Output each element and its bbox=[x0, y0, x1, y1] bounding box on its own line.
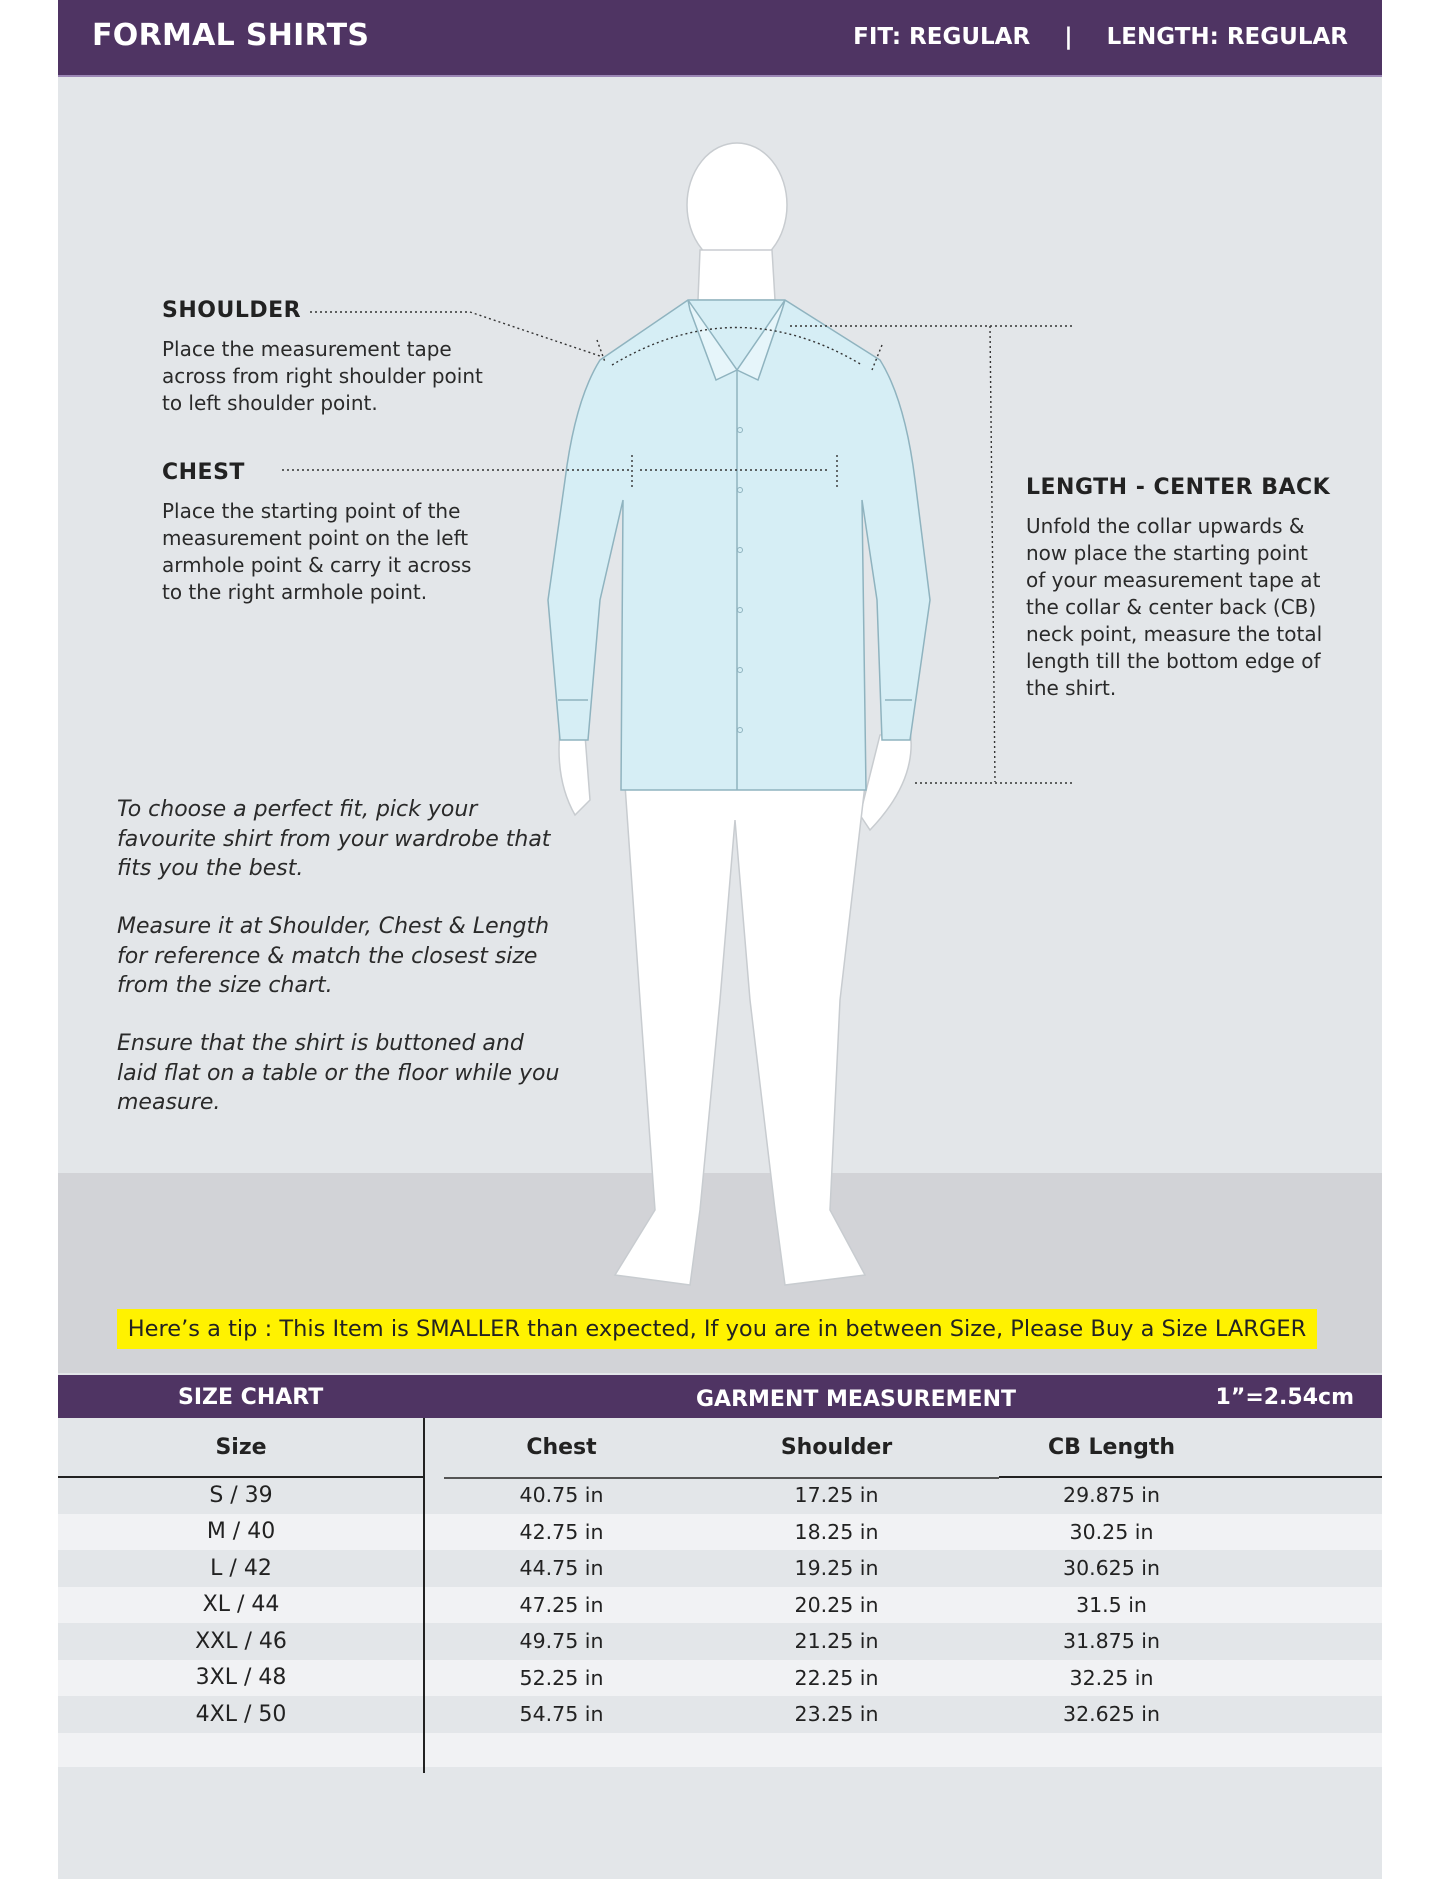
size-cell: 4XL / 50 bbox=[195, 1701, 287, 1727]
text-line: neck point, measure the total bbox=[1026, 622, 1323, 646]
text-line: the shirt. bbox=[1026, 676, 1117, 700]
shoulder-cell: 22.25 in bbox=[794, 1665, 879, 1690]
column-header: CB Length bbox=[1047, 1435, 1176, 1460]
text-line: now place the starting point bbox=[1026, 541, 1308, 565]
tip-banner: Here’s a tip : This Item is SMALLER than expected, If you are in between Size, Please Buy a Size LARGER bbox=[117, 1309, 1317, 1349]
chest-cell: 54.75 in bbox=[519, 1702, 604, 1727]
length-label: LENGTH - CENTER BACK bbox=[1026, 475, 1331, 500]
size-cell: XXL / 46 bbox=[195, 1628, 287, 1654]
shoulder-description bbox=[162, 336, 483, 417]
header-divider bbox=[999, 1476, 1382, 1478]
text-line: To choose a perfect fit, pick your bbox=[117, 797, 478, 822]
cb-length-cell: 32.25 in bbox=[1069, 1665, 1154, 1690]
header-divider bbox=[58, 1476, 424, 1478]
length-label: LENGTH: REGULAR bbox=[1106, 24, 1348, 50]
text-line: laid flat on a table or the floor while you bbox=[117, 1060, 560, 1086]
size-cell: L / 42 bbox=[210, 1555, 272, 1581]
size-chart-title: SIZE CHART bbox=[178, 1385, 324, 1410]
chest-description bbox=[162, 498, 471, 606]
text-line: length till the bottom edge of bbox=[1026, 649, 1321, 673]
size-table bbox=[58, 1418, 1382, 1767]
cb-length-cell: 31.875 in bbox=[1063, 1629, 1160, 1654]
text-line: measure. bbox=[117, 1090, 221, 1115]
table-row bbox=[58, 1587, 1382, 1624]
cb-length-cell: 30.625 in bbox=[1063, 1556, 1160, 1581]
shoulder-label: SHOULDER bbox=[162, 298, 302, 323]
table-header-row bbox=[58, 1418, 1382, 1477]
cb-length-cell: 32.625 in bbox=[1063, 1702, 1160, 1727]
column-header: Size bbox=[215, 1435, 267, 1460]
text-line: measurement point on the left bbox=[162, 526, 469, 550]
text-line: from the size chart. bbox=[117, 973, 333, 998]
size-cell: M / 40 bbox=[206, 1519, 276, 1545]
text-line: to left shoulder point. bbox=[162, 391, 378, 415]
header-separator: | bbox=[1064, 24, 1073, 50]
text-line: fits you the best. bbox=[117, 856, 304, 881]
table-row bbox=[58, 1660, 1382, 1697]
cb-length-cell: 31.5 in bbox=[1076, 1592, 1147, 1617]
text-line: of your measurement tape at bbox=[1026, 568, 1321, 592]
page-title: FORMAL SHIRTS bbox=[92, 18, 370, 53]
text-line: favourite shirt from your wardrobe that bbox=[117, 826, 551, 852]
text-line: across from right shoulder point bbox=[162, 364, 483, 388]
shoulder-cell: 18.25 in bbox=[794, 1519, 879, 1544]
shoulder-cell: 17.25 in bbox=[794, 1483, 879, 1508]
chest-cell: 42.75 in bbox=[519, 1519, 604, 1544]
text-line: Place the measurement tape bbox=[162, 337, 452, 361]
text-line: armhole point & carry it across bbox=[162, 553, 472, 577]
fit-tip-2 bbox=[117, 912, 577, 1001]
table-row bbox=[58, 1623, 1382, 1660]
fit-label: FIT: REGULAR bbox=[853, 24, 1031, 50]
text-line: Measure it at Shoulder, Chest & Length bbox=[117, 914, 550, 939]
table-row bbox=[58, 1550, 1382, 1587]
table-row bbox=[58, 1696, 1382, 1733]
header-divider bbox=[444, 1477, 999, 1479]
shoulder-cell: 19.25 in bbox=[794, 1556, 879, 1581]
garment-measurement-title: GARMENT MEASUREMENT bbox=[696, 1387, 1016, 1412]
fit-tip-3 bbox=[117, 1029, 577, 1118]
shoulder-cell: 21.25 in bbox=[794, 1629, 879, 1654]
chest-cell: 52.25 in bbox=[519, 1665, 604, 1690]
cb-length-cell: 30.25 in bbox=[1069, 1519, 1154, 1544]
text-line: Place the starting point of the bbox=[162, 499, 461, 523]
column-header: Chest bbox=[526, 1435, 597, 1460]
empty-row bbox=[58, 1733, 1382, 1767]
table-row bbox=[58, 1514, 1382, 1551]
text-line: to the right armhole point. bbox=[162, 580, 428, 604]
chest-cell: 40.75 in bbox=[519, 1483, 604, 1508]
fit-tip-1 bbox=[117, 795, 577, 884]
size-cell: 3XL / 48 bbox=[195, 1665, 287, 1691]
shoulder-cell: 23.25 in bbox=[794, 1702, 879, 1727]
size-cell: S / 39 bbox=[209, 1482, 273, 1508]
chest-cell: 49.75 in bbox=[519, 1629, 604, 1654]
text-line: Unfold the collar upwards & bbox=[1026, 514, 1305, 538]
length-description bbox=[1026, 513, 1322, 702]
column-header: Shoulder bbox=[780, 1435, 893, 1460]
shoulder-cell: 20.25 in bbox=[794, 1592, 879, 1617]
text-line: the collar & center back (CB) bbox=[1026, 595, 1317, 619]
text-line: Ensure that the shirt is buttoned and bbox=[117, 1031, 524, 1056]
table-row bbox=[58, 1477, 1382, 1514]
chest-label: CHEST bbox=[162, 460, 245, 485]
column-divider bbox=[423, 1418, 425, 1773]
chest-cell: 47.25 in bbox=[519, 1592, 604, 1617]
chest-cell: 44.75 in bbox=[519, 1556, 604, 1581]
size-chart-header bbox=[58, 1375, 1382, 1418]
unit-conversion: 1”=2.54cm bbox=[1215, 1385, 1354, 1410]
size-cell: XL / 44 bbox=[202, 1592, 280, 1618]
text-line: for reference & match the closest size bbox=[117, 943, 538, 969]
cb-length-cell: 29.875 in bbox=[1063, 1483, 1160, 1508]
